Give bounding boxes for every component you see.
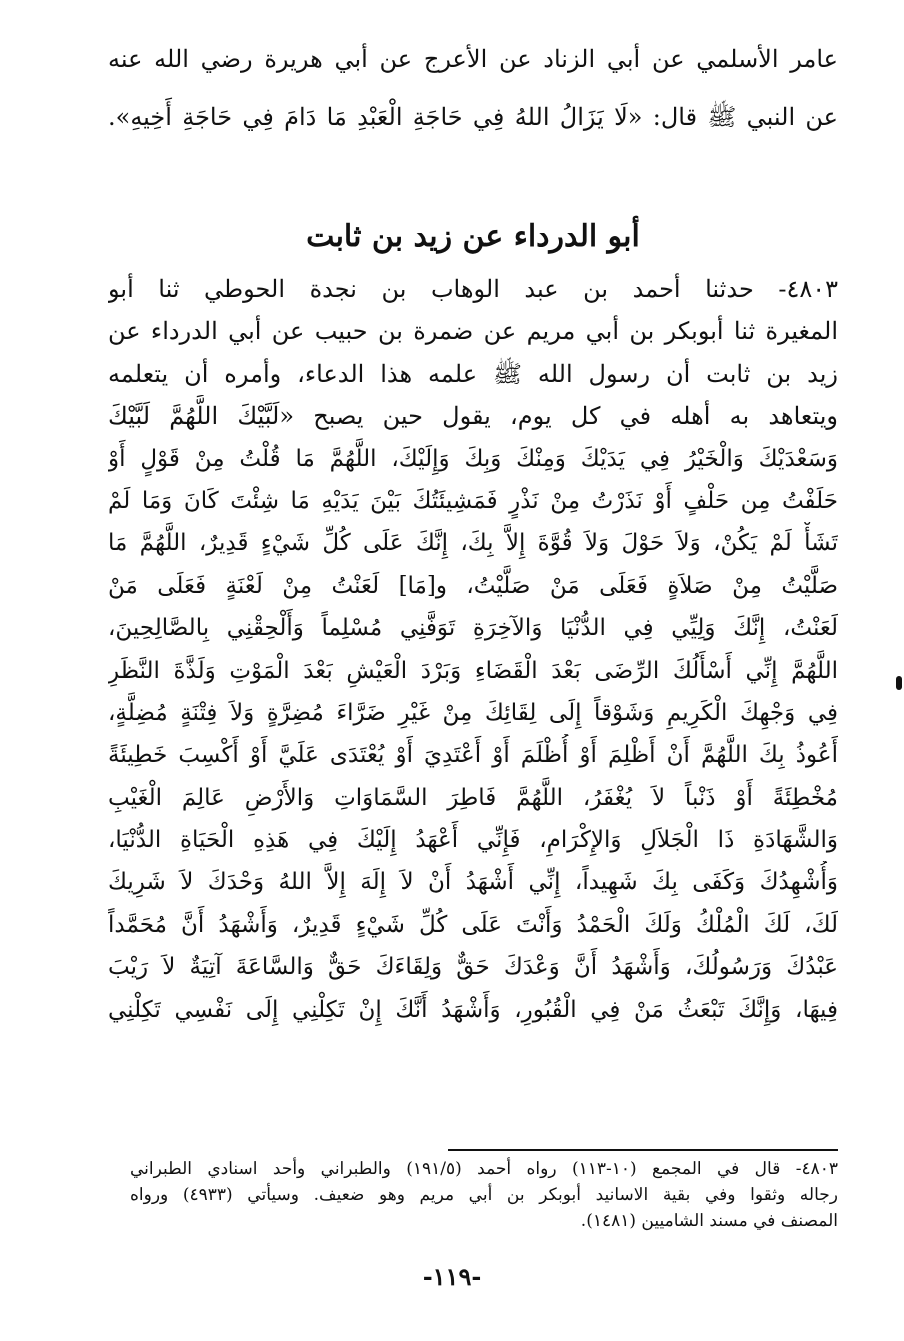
footnote-line: رجاله وثقوا وفي بقية الاسانيد أبوبكر بن أبي مريم وهو ضعيف. وسيأتي (٤٩٣٣) ورواه — [130, 1185, 838, 1205]
hadith-line: تَشَأْ لَمْ يَكُنْ، وَلاَ حَوْلَ وَلاَ قُوَّةَ إِلاَّ بِكَ، إِنَّكَ عَلَى كُلِّ شَيْءٍ قَدِيرٌ، اللَّهُمَّ مَا — [108, 530, 838, 557]
hadith-line: لَكَ، لَكَ الْمُلْكُ وَلَكَ الْحَمْدُ وَأَنْتَ عَلَى كُلِّ شَيْءٍ قَدِيرٌ، وَأَشْهَدُ أَنَّ مُحَمَّداً — [108, 911, 838, 938]
footnote-divider — [448, 1149, 838, 1151]
hadith-line: صَلَّيْتُ مِنْ صَلاَةٍ فَعَلَى مَنْ صَلَّيْتُ، و[مَا] لَعَنْتُ مِنْ لَعْنَةٍ فَعَلَى مَنْ — [108, 572, 838, 599]
hadith-line: وَالشَّهَادَةِ ذَا الْجَلاَلِ وَالإِكْرَامِ، فَإِنِّي أَعْهَدُ إِلَيْكَ فِي هَذِهِ الْحَيَاةِ الدُّنْيَا، — [108, 827, 838, 854]
hadith-line: أَعُوذُ بِكَ اللَّهُمَّ أَنْ أَظْلِمَ أَوْ أُظْلَمَ أَوْ أَعْتَدِيَ أَوْ يُعْتَدَى عَلَيَّ أَوْ أَكْسِبَ خَطِيئَةً — [108, 742, 838, 769]
footnote — [130, 1156, 838, 1234]
hadith-line: ٤٨٠٣- حدثنا أحمد بن عبد الوهاب بن نجدة الحوطي ثنا أبو — [108, 275, 838, 303]
margin-mark — [896, 676, 902, 690]
hadith-line: وَأُشْهِدُكَ وَكَفَى بِكَ شَهِيداً، إِنِّي أَشْهَدُ أَنْ لاَ إِلَهَ إِلاَّ اللهُ وَحْدَكَ لاَ شَرِيكَ — [108, 869, 838, 896]
hadith-line: فِي وَجْهِكَ الْكَرِيمِ وَشَوْقاً إِلَى لِقَائِكَ مِنْ غَيْرِ ضَرَّاءَ مُضِرَّةٍ وَلاَ فِتْنَةٍ مُضِلَّةٍ، — [108, 699, 838, 726]
hadith-line: اللَّهُمَّ إِنِّي أَسْأَلُكَ الرِّضَى بَعْدَ الْقَضَاءِ وَبَرْدَ الْعَيْشِ بَعْدَ الْمَوْتِ وَلَذَّةَ النَّظَرِ — [108, 657, 838, 684]
hadith-line: زيد بن ثابت أن رسول الله ﷺ علمه هذا الدعاء، وأمره أن يتعلمه — [108, 359, 838, 388]
hadith-line: عَبْدُكَ وَرَسُولُكَ، وَأَشْهَدُ أَنَّ وَعْدَكَ حَقٌّ وَلِقَاءَكَ حَقٌّ وَالسَّاعَةَ آتِيَةٌ لاَ رَيْبَ — [108, 954, 838, 981]
hadith-line: لَعَنْتُ، إِنَّكَ وَلِيِّي فِي الدُّنْيَا وَالآخِرَةِ تَوَفَّنِي مُسْلِماً وَأَلْحِقْنِي بِالصَّالِحِينَ، — [108, 615, 838, 642]
hadith-line: وَسَعْدَيْكَ وَالْخَيْرُ فِي يَدَيْكَ وَمِنْكَ وَبِكَ وَإِلَيْكَ، اللَّهُمَّ مَا قُلْتُ مِنْ قَوْلٍ أَوْ — [108, 445, 838, 472]
hadith-line: حَلَفْتُ مِن حَلْفٍ أَوْ نَذَرْتُ مِنْ نَذْرٍ فَمَشِيئَتُكَ بَيْنَ يَدَيْهِ مَا شِئْتَ كَانَ وَمَا لَمْ — [108, 487, 838, 514]
footnote-line: ٤٨٠٣- قال في المجمع (١٠-١١٣) رواه أحمد (١٩١/٥) والطبراني وأحد اسنادي الطبراني — [130, 1159, 838, 1179]
intro-line: عن النبي ﷺ قال: «لَا يَزَالُ اللهُ فِي حَاجَةِ الْعَبْدِ مَا دَامَ فِي حَاجَةِ أَخِيهِ». — [108, 103, 838, 131]
hadith-line: المغيرة ثنا أبوبكر بن أبي مريم عن ضمرة بن حبيب عن أبي الدرداء عن — [108, 317, 838, 346]
hadith-line: فِيهَا، وَإِنَّكَ تَبْعَثُ مَنْ فِي الْقُبُورِ، وَأَشْهَدُ أَنَّكَ إِنْ تَكِلْنِي إِلَى نَفْسِي تَكِلْنِي — [108, 996, 838, 1023]
hadith-line: ويتعاهد به أهله في كل يوم، يقول حين يصبح «لَبَّيْكَ اللَّهُمَّ لَبَّيْكَ — [108, 402, 838, 431]
intro-line: عامر الأسلمي عن أبي الزناد عن الأعرج عن أبي هريرة رضي الله عنه — [108, 45, 838, 73]
page-number: -١١٩- — [422, 1262, 482, 1291]
intro-paragraph — [108, 30, 838, 146]
footnote-line: المصنف في مسند الشاميين (١٤٨١). — [580, 1211, 838, 1231]
hadith-paragraph — [108, 268, 838, 1031]
hadith-line: مُخْطِئَةً أَوْ ذَنْباً لاَ يُغْفَرُ، اللَّهُمَّ فَاطِرَ السَّمَاوَاتِ وَالأَرْضِ عَالِمَ الْغَيْبِ — [108, 784, 838, 811]
section-heading: أبو الدرداء عن زيد بن ثابت — [306, 219, 640, 254]
